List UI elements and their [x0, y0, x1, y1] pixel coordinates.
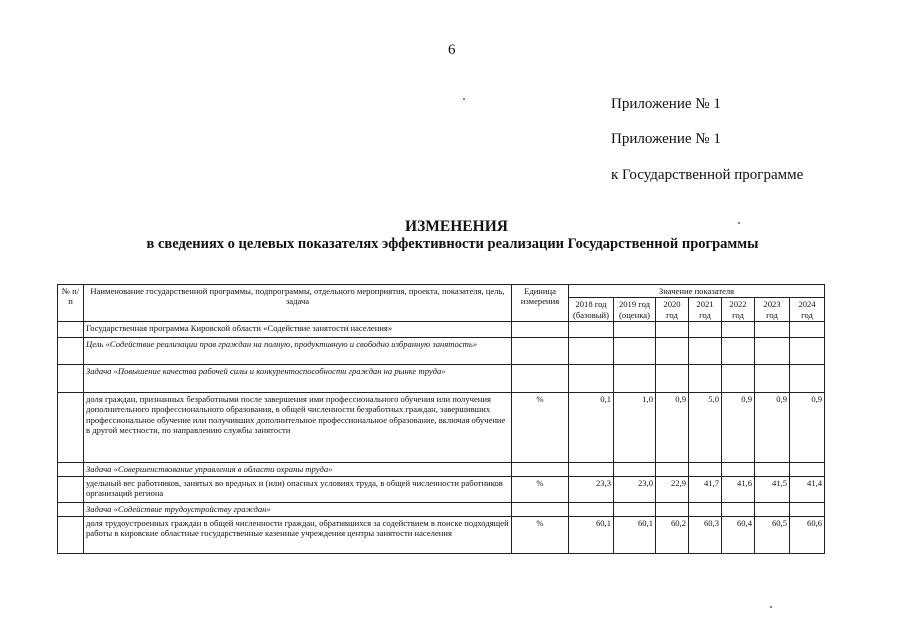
document-subtitle: в сведениях о целевых показателях эффективности реализации Государственной программы	[146, 236, 759, 252]
cell-value	[614, 321, 656, 337]
cell-value	[790, 462, 825, 476]
cell-value-2022: 60,4	[722, 516, 755, 553]
header-year-2020: 2020 год	[656, 298, 689, 322]
cell-value	[790, 364, 825, 392]
table-row-task	[58, 462, 825, 476]
scan-speck	[463, 98, 465, 100]
cell-value	[614, 462, 656, 476]
cell-value-2018: 60,1	[569, 516, 614, 553]
cell-unit: %	[512, 476, 569, 502]
cell-unit	[512, 321, 569, 337]
cell-value-2023: 41,5	[755, 476, 790, 502]
cell-name: Задача «Содействие трудоустройству граждан»	[84, 502, 512, 516]
cell-value	[569, 502, 614, 516]
cell-value-2019: 23,0	[614, 476, 656, 502]
cell-name: Цель «Содействие реализации прав граждан на полную, продуктивную и свободно избранную занятость»	[84, 337, 512, 364]
cell-value	[722, 337, 755, 364]
cell-name: Задача «Совершенствование управления в области охраны труда»	[84, 462, 512, 476]
cell-value	[755, 337, 790, 364]
cell-value	[722, 502, 755, 516]
cell-value	[569, 364, 614, 392]
cell-value-2024: 41,4	[790, 476, 825, 502]
cell-value	[656, 321, 689, 337]
cell-value	[689, 502, 722, 516]
cell-value-2020: 0,9	[656, 392, 689, 462]
cell-value-2024: 60,6	[790, 516, 825, 553]
cell-name: удельный вес работников, занятых во вредных и (или) опасных условиях труда, в общей численности работников организаций региона	[84, 476, 512, 502]
cell-value	[569, 321, 614, 337]
header-num: № п/п	[58, 285, 84, 322]
cell-value	[656, 364, 689, 392]
header-values-group: Значение показателя	[569, 285, 825, 298]
header-year-2024: 2024 год	[790, 298, 825, 322]
cell-value-2020: 60,2	[656, 516, 689, 553]
cell-value	[614, 364, 656, 392]
cell-value	[755, 462, 790, 476]
cell-value-2018: 0,1	[569, 392, 614, 462]
table-row-task	[58, 502, 825, 516]
indicators-table	[57, 284, 825, 554]
cell-value-2020: 22,9	[656, 476, 689, 502]
cell-num	[58, 516, 84, 553]
cell-value-2021: 41,7	[689, 476, 722, 502]
cell-value	[569, 337, 614, 364]
cell-value-2023: 60,5	[755, 516, 790, 553]
cell-name: доля граждан, признанных безработными после завершения ими профессионального обучения или получения дополнительного профессионального образования, в общей численности безработных граждан, завершивших профессиональное обучение или получивших дополнительное профессиональное образование, включая обучение в другой местности, по направлению службы занятости	[84, 392, 512, 462]
cell-value	[755, 321, 790, 337]
page-number: 6	[448, 42, 456, 58]
cell-value	[722, 462, 755, 476]
table-row-indicator	[58, 476, 825, 502]
cell-num	[58, 392, 84, 462]
cell-value	[689, 337, 722, 364]
cell-value	[656, 462, 689, 476]
cell-value-2021: 60,3	[689, 516, 722, 553]
cell-value	[790, 502, 825, 516]
document-title: ИЗМЕНЕНИЯ	[405, 218, 508, 235]
cell-value-2022: 0,9	[722, 392, 755, 462]
table-row-task	[58, 364, 825, 392]
cell-value	[614, 502, 656, 516]
cell-value	[689, 364, 722, 392]
cell-num	[58, 364, 84, 392]
header-year-2018: 2018 год (базовый)	[569, 298, 614, 322]
cell-value-2022: 41,6	[722, 476, 755, 502]
table-header-row	[58, 285, 825, 298]
cell-value-2019: 60,1	[614, 516, 656, 553]
header-year-2023: 2023 год	[755, 298, 790, 322]
cell-unit	[512, 502, 569, 516]
header-unit: Единица измерения	[512, 285, 569, 322]
header-name: Наименование государственной программы, подпрограммы, отдельного мероприятия, проекта, показателя, цель, задача	[84, 285, 512, 322]
cell-unit	[512, 337, 569, 364]
cell-name: Государственная программа Кировской области «Содействие занятости населения»	[84, 321, 512, 337]
cell-name: доля трудоустроенных граждан в общей численности граждан, обратившихся за содействием в поиске подходящей работы в кировские областные государственные казенные учреждения центры занятости населения	[84, 516, 512, 553]
cell-value	[722, 364, 755, 392]
appendix-line-3: к Государственной программе	[611, 167, 804, 183]
cell-value-2023: 0,9	[755, 392, 790, 462]
cell-num	[58, 462, 84, 476]
cell-value	[722, 321, 755, 337]
cell-num	[58, 476, 84, 502]
cell-value	[569, 462, 614, 476]
cell-num	[58, 502, 84, 516]
header-year-2022: 2022 год	[722, 298, 755, 322]
cell-unit: %	[512, 516, 569, 553]
cell-value	[656, 502, 689, 516]
cell-value	[614, 337, 656, 364]
table-row-indicator	[58, 392, 825, 462]
cell-value	[755, 502, 790, 516]
cell-name: Задача «Повышение качества рабочей силы и конкурентоспособности граждан на рынке труда»	[84, 364, 512, 392]
cell-unit	[512, 462, 569, 476]
cell-value	[656, 337, 689, 364]
header-year-2021: 2021 год	[689, 298, 722, 322]
cell-value-2021: 5,0	[689, 392, 722, 462]
appendix-line-1: Приложение № 1	[611, 96, 721, 112]
table-row-program	[58, 321, 825, 337]
cell-value-2024: 0,9	[790, 392, 825, 462]
cell-value	[689, 462, 722, 476]
cell-value	[790, 337, 825, 364]
cell-num	[58, 321, 84, 337]
cell-unit: %	[512, 392, 569, 462]
table-row-indicator	[58, 516, 825, 553]
cell-unit	[512, 364, 569, 392]
cell-num	[58, 337, 84, 364]
cell-value-2019: 1,0	[614, 392, 656, 462]
cell-value	[755, 364, 790, 392]
cell-value-2018: 23,3	[569, 476, 614, 502]
table-row-goal	[58, 337, 825, 364]
header-year-2019: 2019 год (оценка)	[614, 298, 656, 322]
scan-speck	[770, 606, 772, 608]
cell-value	[790, 321, 825, 337]
appendix-line-2: Приложение № 1	[611, 131, 721, 147]
cell-value	[689, 321, 722, 337]
